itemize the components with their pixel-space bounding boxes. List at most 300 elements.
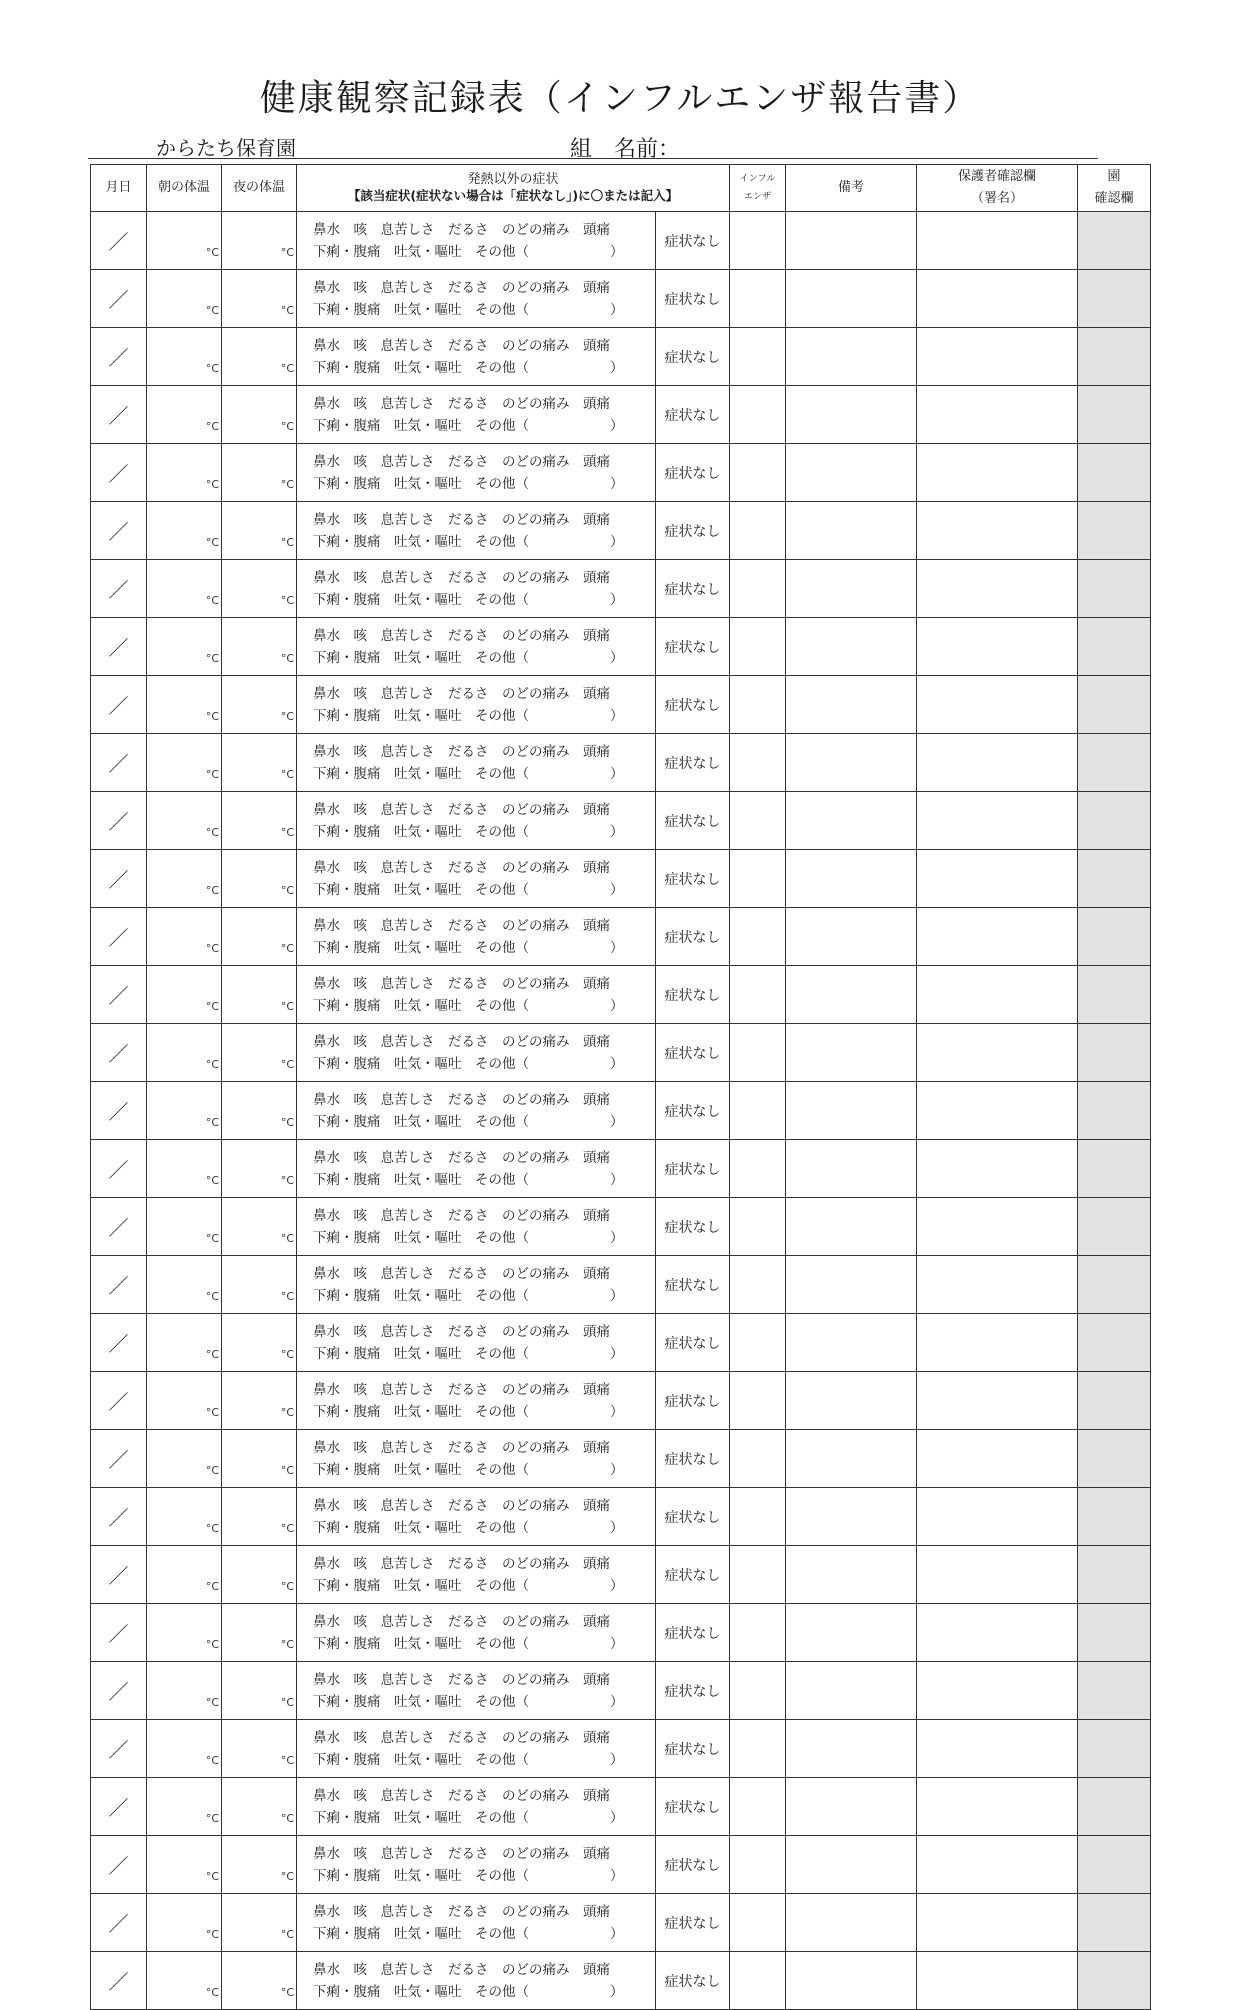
remarks-cell[interactable] — [786, 850, 917, 908]
school-check-cell[interactable] — [1078, 1836, 1151, 1894]
no-symptoms-cell[interactable] — [656, 966, 730, 1024]
symptoms-cell[interactable] — [297, 386, 656, 444]
guardian-signature-cell[interactable] — [917, 1836, 1078, 1894]
guardian-signature-cell[interactable] — [917, 328, 1078, 386]
influenza-cell[interactable] — [730, 270, 786, 328]
no-symptoms-cell[interactable] — [656, 850, 730, 908]
table-row — [91, 386, 1151, 444]
date-cell[interactable] — [91, 966, 147, 1024]
temp-unit: °C — [205, 594, 219, 607]
influenza-cell[interactable] — [730, 1314, 786, 1372]
remarks-cell[interactable] — [786, 1488, 917, 1546]
remarks-cell[interactable] — [786, 444, 917, 502]
remarks-cell[interactable] — [786, 1372, 917, 1430]
date-cell[interactable] — [91, 270, 147, 328]
no-symptoms-cell[interactable] — [656, 1082, 730, 1140]
date-cell[interactable] — [91, 560, 147, 618]
date-cell[interactable] — [91, 1198, 147, 1256]
date-cell[interactable] — [91, 1314, 147, 1372]
symptoms-cell[interactable] — [297, 1952, 656, 2010]
influenza-cell[interactable] — [730, 1952, 786, 2010]
date-cell[interactable] — [91, 1488, 147, 1546]
influenza-cell[interactable] — [730, 908, 786, 966]
symptoms-cell[interactable] — [297, 1140, 656, 1198]
symptoms-cell[interactable] — [297, 618, 656, 676]
symptoms-cell[interactable] — [297, 1604, 656, 1662]
temp-unit: °C — [280, 536, 294, 549]
guardian-signature-cell[interactable] — [917, 1082, 1078, 1140]
influenza-cell[interactable] — [730, 1198, 786, 1256]
morning-temp-cell[interactable] — [147, 1836, 222, 1894]
school-check-cell[interactable] — [1078, 386, 1151, 444]
date-cell[interactable] — [91, 1082, 147, 1140]
date-slash: ／ — [108, 520, 129, 544]
influenza-cell[interactable] — [730, 734, 786, 792]
influenza-cell[interactable] — [730, 1604, 786, 1662]
date-slash: ／ — [108, 1332, 129, 1356]
morning-temp-cell[interactable] — [147, 1778, 222, 1836]
school-check-cell[interactable] — [1078, 734, 1151, 792]
no-symptoms-cell[interactable] — [656, 734, 730, 792]
remarks-cell[interactable] — [786, 1720, 917, 1778]
influenza-cell[interactable] — [730, 560, 786, 618]
influenza-cell[interactable] — [730, 1836, 786, 1894]
influenza-cell[interactable] — [730, 850, 786, 908]
morning-temp-cell[interactable] — [147, 1198, 222, 1256]
guardian-signature-cell[interactable] — [917, 1952, 1078, 2010]
symptoms-line-2: 下痢・腹痛 吐気・嘔吐 その他（ ） — [313, 1461, 624, 1478]
remarks-cell[interactable] — [786, 1836, 917, 1894]
guardian-signature-cell[interactable] — [917, 792, 1078, 850]
morning-temp-cell[interactable] — [147, 1604, 222, 1662]
morning-temp-cell[interactable] — [147, 1662, 222, 1720]
influenza-cell[interactable] — [730, 1662, 786, 1720]
remarks-cell[interactable] — [786, 792, 917, 850]
symptoms-line-1: 鼻水 咳 息苦しさ だるさ のどの痛み 頭痛 — [313, 859, 610, 876]
influenza-cell[interactable] — [730, 502, 786, 560]
morning-temp-cell[interactable] — [147, 908, 222, 966]
symptoms-cell[interactable] — [297, 734, 656, 792]
symptoms-cell[interactable] — [297, 1082, 656, 1140]
no-symptoms-cell[interactable] — [656, 1024, 730, 1082]
symptoms-cell[interactable] — [297, 1488, 656, 1546]
guardian-signature-cell[interactable] — [917, 676, 1078, 734]
symptoms-line-1: 鼻水 咳 息苦しさ だるさ のどの痛み 頭痛 — [313, 1613, 610, 1630]
no-symptoms-cell[interactable] — [656, 212, 730, 270]
night-temp-cell[interactable] — [222, 502, 297, 560]
remarks-cell[interactable] — [786, 1894, 917, 1952]
guardian-signature-cell[interactable] — [917, 1372, 1078, 1430]
morning-temp-cell[interactable] — [147, 1372, 222, 1430]
morning-temp-cell[interactable] — [147, 966, 222, 1024]
morning-temp-cell[interactable] — [147, 1488, 222, 1546]
morning-temp-cell[interactable] — [147, 734, 222, 792]
night-temp-cell[interactable] — [222, 1256, 297, 1314]
guardian-signature-cell[interactable] — [917, 212, 1078, 270]
school-check-cell[interactable] — [1078, 1952, 1151, 2010]
morning-temp-cell[interactable] — [147, 212, 222, 270]
night-temp-cell[interactable] — [222, 966, 297, 1024]
school-check-cell[interactable] — [1078, 1314, 1151, 1372]
symptoms-cell[interactable] — [297, 1662, 656, 1720]
night-temp-cell[interactable] — [222, 908, 297, 966]
school-check-cell[interactable] — [1078, 1372, 1151, 1430]
remarks-cell[interactable] — [786, 1604, 917, 1662]
school-check-cell[interactable] — [1078, 850, 1151, 908]
no-symptoms-cell[interactable] — [656, 1836, 730, 1894]
temp-unit: °C — [280, 420, 294, 433]
date-cell[interactable] — [91, 734, 147, 792]
influenza-cell[interactable] — [730, 1024, 786, 1082]
influenza-cell[interactable] — [730, 1256, 786, 1314]
influenza-cell[interactable] — [730, 966, 786, 1024]
influenza-cell[interactable] — [730, 676, 786, 734]
school-check-cell[interactable] — [1078, 1720, 1151, 1778]
date-cell[interactable] — [91, 386, 147, 444]
night-temp-cell[interactable] — [222, 792, 297, 850]
night-temp-cell[interactable] — [222, 560, 297, 618]
guardian-signature-cell[interactable] — [917, 1256, 1078, 1314]
night-temp-cell[interactable] — [222, 386, 297, 444]
night-temp-cell[interactable] — [222, 1488, 297, 1546]
night-temp-cell[interactable] — [222, 212, 297, 270]
remarks-cell[interactable] — [786, 1546, 917, 1604]
remarks-cell[interactable] — [786, 966, 917, 1024]
guardian-signature-cell[interactable] — [917, 1604, 1078, 1662]
guardian-signature-cell[interactable] — [917, 1662, 1078, 1720]
school-check-cell[interactable] — [1078, 502, 1151, 560]
date-cell[interactable] — [91, 1372, 147, 1430]
remarks-cell[interactable] — [786, 1256, 917, 1314]
symptoms-cell[interactable] — [297, 1430, 656, 1488]
guardian-signature-cell[interactable] — [917, 1720, 1078, 1778]
night-temp-cell[interactable] — [222, 1314, 297, 1372]
night-temp-cell[interactable] — [222, 1952, 297, 2010]
influenza-cell[interactable] — [730, 1488, 786, 1546]
date-cell[interactable] — [91, 850, 147, 908]
symptoms-cell[interactable] — [297, 1372, 656, 1430]
symptoms-cell[interactable] — [297, 1546, 656, 1604]
influenza-cell[interactable] — [730, 1082, 786, 1140]
school-check-cell[interactable] — [1078, 212, 1151, 270]
symptoms-cell[interactable] — [297, 560, 656, 618]
school-check-cell[interactable] — [1078, 1430, 1151, 1488]
night-temp-cell[interactable] — [222, 676, 297, 734]
no-symptoms-cell[interactable] — [656, 1604, 730, 1662]
school-check-cell[interactable] — [1078, 1256, 1151, 1314]
guardian-signature-cell[interactable] — [917, 386, 1078, 444]
temp-unit: °C — [205, 246, 219, 259]
influenza-cell[interactable] — [730, 792, 786, 850]
symptoms-cell[interactable] — [297, 676, 656, 734]
influenza-cell[interactable] — [730, 1720, 786, 1778]
morning-temp-cell[interactable] — [147, 502, 222, 560]
morning-temp-cell[interactable] — [147, 1256, 222, 1314]
table-row — [91, 1662, 1151, 1720]
influenza-cell[interactable] — [730, 1546, 786, 1604]
table-row — [91, 560, 1151, 618]
remarks-cell[interactable] — [786, 1140, 917, 1198]
no-symptoms-cell[interactable] — [656, 676, 730, 734]
guardian-signature-cell[interactable] — [917, 1778, 1078, 1836]
influenza-cell[interactable] — [730, 1778, 786, 1836]
night-temp-cell[interactable] — [222, 1778, 297, 1836]
night-temp-cell[interactable] — [222, 1430, 297, 1488]
school-check-cell[interactable] — [1078, 618, 1151, 676]
guardian-signature-cell[interactable] — [917, 270, 1078, 328]
guardian-signature-cell[interactable] — [917, 1894, 1078, 1952]
remarks-cell[interactable] — [786, 502, 917, 560]
night-temp-cell[interactable] — [222, 1604, 297, 1662]
guardian-signature-cell[interactable] — [917, 1546, 1078, 1604]
no-symptoms-cell[interactable] — [656, 386, 730, 444]
symptoms-cell[interactable] — [297, 444, 656, 502]
date-cell[interactable] — [91, 1256, 147, 1314]
date-cell[interactable] — [91, 1778, 147, 1836]
guardian-signature-cell[interactable] — [917, 1314, 1078, 1372]
table-row — [91, 270, 1151, 328]
symptoms-cell[interactable] — [297, 850, 656, 908]
night-temp-cell[interactable] — [222, 1082, 297, 1140]
date-cell[interactable] — [91, 1140, 147, 1198]
remarks-cell[interactable] — [786, 1952, 917, 2010]
remarks-cell[interactable] — [786, 676, 917, 734]
school-check-cell[interactable] — [1078, 1662, 1151, 1720]
no-symptoms-cell[interactable] — [656, 444, 730, 502]
remarks-cell[interactable] — [786, 328, 917, 386]
school-check-cell[interactable] — [1078, 1140, 1151, 1198]
remarks-cell[interactable] — [786, 212, 917, 270]
influenza-cell[interactable] — [730, 1372, 786, 1430]
remarks-cell[interactable] — [786, 1198, 917, 1256]
no-symptoms-cell[interactable] — [656, 1430, 730, 1488]
symptoms-cell[interactable] — [297, 1894, 656, 1952]
morning-temp-cell[interactable] — [147, 270, 222, 328]
date-cell[interactable] — [91, 1720, 147, 1778]
morning-temp-cell[interactable] — [147, 792, 222, 850]
morning-temp-cell[interactable] — [147, 444, 222, 502]
night-temp-cell[interactable] — [222, 1720, 297, 1778]
no-symptoms-cell[interactable] — [656, 618, 730, 676]
date-cell[interactable] — [91, 1430, 147, 1488]
table-row — [91, 502, 1151, 560]
remarks-cell[interactable] — [786, 1314, 917, 1372]
symptoms-cell[interactable] — [297, 270, 656, 328]
symptoms-cell[interactable] — [297, 1198, 656, 1256]
no-symptoms-cell[interactable] — [656, 560, 730, 618]
night-temp-cell[interactable] — [222, 1140, 297, 1198]
no-symptoms-cell[interactable] — [656, 328, 730, 386]
guardian-signature-cell[interactable] — [917, 1430, 1078, 1488]
symptoms-cell[interactable] — [297, 792, 656, 850]
symptoms-cell[interactable] — [297, 1778, 656, 1836]
morning-temp-cell[interactable] — [147, 850, 222, 908]
school-check-cell[interactable] — [1078, 1604, 1151, 1662]
night-temp-cell[interactable] — [222, 618, 297, 676]
morning-temp-cell[interactable] — [147, 386, 222, 444]
guardian-signature-cell[interactable] — [917, 444, 1078, 502]
temp-unit: °C — [205, 1812, 219, 1825]
date-cell[interactable] — [91, 1952, 147, 2010]
symptoms-cell[interactable] — [297, 908, 656, 966]
influenza-cell[interactable] — [730, 1430, 786, 1488]
remarks-cell[interactable] — [786, 386, 917, 444]
date-cell[interactable] — [91, 908, 147, 966]
influenza-cell[interactable] — [730, 1140, 786, 1198]
remarks-cell[interactable] — [786, 618, 917, 676]
record-rows — [91, 212, 1151, 2010]
school-check-cell[interactable] — [1078, 1198, 1151, 1256]
table-row — [91, 1430, 1151, 1488]
school-check-cell[interactable] — [1078, 444, 1151, 502]
guardian-signature-cell[interactable] — [917, 1140, 1078, 1198]
night-temp-cell[interactable] — [222, 1546, 297, 1604]
no-symptoms-cell[interactable] — [656, 1256, 730, 1314]
no-symptoms-cell[interactable] — [656, 908, 730, 966]
morning-temp-cell[interactable] — [147, 618, 222, 676]
night-temp-cell[interactable] — [222, 1198, 297, 1256]
date-cell[interactable] — [91, 676, 147, 734]
night-temp-cell[interactable] — [222, 734, 297, 792]
no-symptoms-cell[interactable] — [656, 1140, 730, 1198]
influenza-cell[interactable] — [730, 386, 786, 444]
school-check-cell[interactable] — [1078, 792, 1151, 850]
no-symptoms-cell[interactable] — [656, 270, 730, 328]
guardian-signature-cell[interactable] — [917, 1024, 1078, 1082]
guardian-signature-cell[interactable] — [917, 850, 1078, 908]
no-symptoms-label: 症状なし — [664, 291, 721, 308]
remarks-cell[interactable] — [786, 1024, 917, 1082]
guardian-signature-cell[interactable] — [917, 1488, 1078, 1546]
remarks-cell[interactable] — [786, 908, 917, 966]
school-check-cell[interactable] — [1078, 908, 1151, 966]
night-temp-cell[interactable] — [222, 850, 297, 908]
no-symptoms-cell[interactable] — [656, 1488, 730, 1546]
no-symptoms-cell[interactable] — [656, 1546, 730, 1604]
symptoms-cell[interactable] — [297, 1024, 656, 1082]
guardian-signature-cell[interactable] — [917, 734, 1078, 792]
school-check-cell[interactable] — [1078, 966, 1151, 1024]
symptoms-cell[interactable] — [297, 502, 656, 560]
symptoms-cell[interactable] — [297, 1836, 656, 1894]
symptoms-cell[interactable] — [297, 1720, 656, 1778]
school-check-cell[interactable] — [1078, 1082, 1151, 1140]
influenza-cell[interactable] — [730, 212, 786, 270]
remarks-cell[interactable] — [786, 270, 917, 328]
date-cell[interactable] — [91, 1894, 147, 1952]
influenza-cell[interactable] — [730, 1894, 786, 1952]
night-temp-cell[interactable] — [222, 1662, 297, 1720]
guardian-signature-cell[interactable] — [917, 560, 1078, 618]
guardian-signature-cell[interactable] — [917, 618, 1078, 676]
no-symptoms-cell[interactable] — [656, 792, 730, 850]
date-cell[interactable] — [91, 1604, 147, 1662]
school-check-cell[interactable] — [1078, 676, 1151, 734]
school-check-cell[interactable] — [1078, 328, 1151, 386]
guardian-signature-cell[interactable] — [917, 908, 1078, 966]
morning-temp-cell[interactable] — [147, 1430, 222, 1488]
no-symptoms-cell[interactable] — [656, 502, 730, 560]
morning-temp-cell[interactable] — [147, 1894, 222, 1952]
date-cell[interactable] — [91, 1836, 147, 1894]
remarks-cell[interactable] — [786, 734, 917, 792]
morning-temp-cell[interactable] — [147, 1720, 222, 1778]
morning-temp-cell[interactable] — [147, 676, 222, 734]
temp-unit: °C — [280, 1638, 294, 1651]
night-temp-cell[interactable] — [222, 444, 297, 502]
symptoms-cell[interactable] — [297, 1256, 656, 1314]
morning-temp-cell[interactable] — [147, 328, 222, 386]
symptoms-cell[interactable] — [297, 328, 656, 386]
no-symptoms-cell[interactable] — [656, 1372, 730, 1430]
date-cell[interactable] — [91, 328, 147, 386]
night-temp-cell[interactable] — [222, 1836, 297, 1894]
date-cell[interactable] — [91, 444, 147, 502]
school-check-cell[interactable] — [1078, 1546, 1151, 1604]
remarks-cell[interactable] — [786, 1778, 917, 1836]
guardian-signature-cell[interactable] — [917, 1198, 1078, 1256]
remarks-cell[interactable] — [786, 560, 917, 618]
morning-temp-cell[interactable] — [147, 560, 222, 618]
school-check-cell[interactable] — [1078, 1894, 1151, 1952]
night-temp-cell[interactable] — [222, 270, 297, 328]
symptoms-cell[interactable] — [297, 212, 656, 270]
morning-temp-cell[interactable] — [147, 1952, 222, 2010]
date-cell[interactable] — [91, 502, 147, 560]
no-symptoms-cell[interactable] — [656, 1894, 730, 1952]
influenza-cell[interactable] — [730, 328, 786, 386]
no-symptoms-cell[interactable] — [656, 1662, 730, 1720]
school-check-cell[interactable] — [1078, 560, 1151, 618]
night-temp-cell[interactable] — [222, 328, 297, 386]
no-symptoms-cell[interactable] — [656, 1198, 730, 1256]
no-symptoms-cell[interactable] — [656, 1778, 730, 1836]
guardian-signature-cell[interactable] — [917, 966, 1078, 1024]
school-check-cell[interactable] — [1078, 1024, 1151, 1082]
influenza-cell[interactable] — [730, 618, 786, 676]
no-symptoms-label: 症状なし — [664, 755, 721, 772]
night-temp-cell[interactable] — [222, 1894, 297, 1952]
remarks-cell[interactable] — [786, 1082, 917, 1140]
school-check-cell[interactable] — [1078, 270, 1151, 328]
no-symptoms-cell[interactable] — [656, 1720, 730, 1778]
date-cell[interactable] — [91, 212, 147, 270]
no-symptoms-cell[interactable] — [656, 1314, 730, 1372]
symptoms-cell[interactable] — [297, 966, 656, 1024]
date-cell[interactable] — [91, 618, 147, 676]
morning-temp-cell[interactable] — [147, 1082, 222, 1140]
remarks-cell[interactable] — [786, 1662, 917, 1720]
guardian-signature-cell[interactable] — [917, 502, 1078, 560]
morning-temp-cell[interactable] — [147, 1140, 222, 1198]
morning-temp-cell[interactable] — [147, 1546, 222, 1604]
night-temp-cell[interactable] — [222, 1372, 297, 1430]
morning-temp-cell[interactable] — [147, 1024, 222, 1082]
symptoms-cell[interactable] — [297, 1314, 656, 1372]
school-check-cell[interactable] — [1078, 1778, 1151, 1836]
date-cell[interactable] — [91, 1546, 147, 1604]
influenza-cell[interactable] — [730, 444, 786, 502]
remarks-cell[interactable] — [786, 1430, 917, 1488]
date-cell[interactable] — [91, 1662, 147, 1720]
school-check-cell[interactable] — [1078, 1488, 1151, 1546]
date-cell[interactable] — [91, 792, 147, 850]
temp-unit: °C — [205, 1348, 219, 1361]
date-cell[interactable] — [91, 1024, 147, 1082]
morning-temp-cell[interactable] — [147, 1314, 222, 1372]
no-symptoms-cell[interactable] — [656, 1952, 730, 2010]
night-temp-cell[interactable] — [222, 1024, 297, 1082]
